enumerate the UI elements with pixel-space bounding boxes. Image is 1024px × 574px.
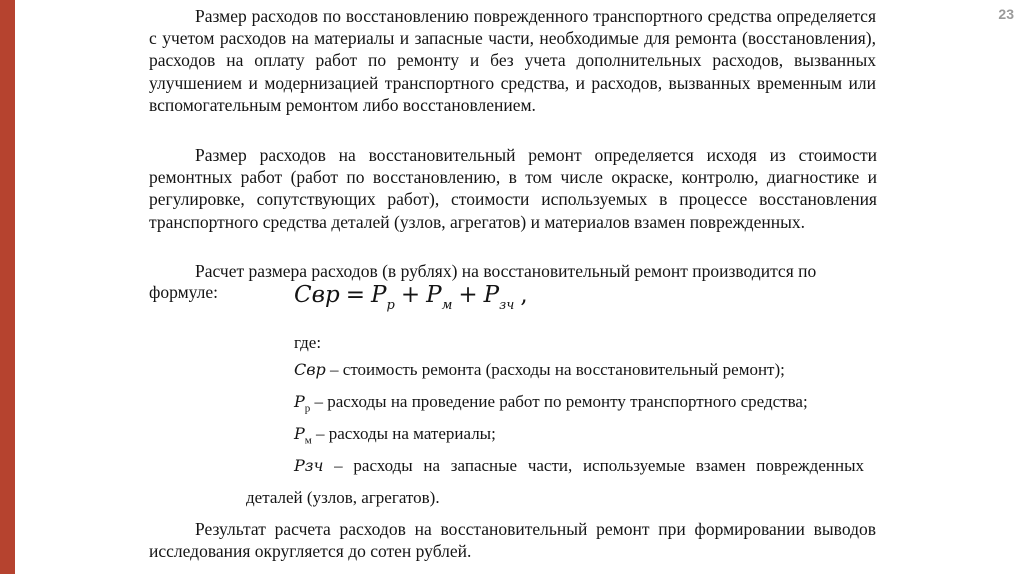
cost-formula — [294, 282, 534, 313]
paragraph-text: Размер расходов по восстановлению поврежденного транспортного средства определяется с учетом расходов на материалы и запасные части, необходимые для ремонта (восстановления), расходов на оплату работ по ремонту и без учета дополнительных расходов, вызванных улучшением и модернизацией транспортного средства, и расходов, вызванных временным или вспомогательным ремонтом либо восстановлением. — [149, 6, 876, 115]
definition-pr — [294, 392, 808, 414]
paragraph-text: Размер расходов на восстановительный ремонт определяется исходя из стоимости ремонтных работ (работ по восстановлению, в том числе окраске, контролю, диагностике и регулировке, сопутствующих работ), стоимости используемых в процессе восстановления транспортного средства деталей (узлов, агрегатов) и материалов взамен поврежденных. — [149, 145, 877, 232]
accent-bar — [0, 0, 15, 574]
formula-intro: формуле: — [149, 282, 218, 302]
definition-svr — [294, 360, 785, 380]
paragraph-repair-cost-basis — [149, 144, 877, 233]
definitions-label: где: — [294, 333, 322, 352]
definition-pzch-continuation: деталей (узлов, агрегатов). — [246, 488, 440, 507]
formula-term: P — [426, 282, 442, 308]
formula-term: P — [483, 282, 500, 308]
formula-term: P — [371, 282, 387, 308]
definition-text: – стоимость ремонта (расходы на восстановительный ремонт); — [325, 360, 785, 379]
definition-symbol: Рзч — [294, 456, 324, 475]
definition-text: – расходы на запасные части, используемые взамен поврежденных — [323, 456, 864, 475]
formula-subscript: зч — [499, 298, 515, 313]
formula-lhs: Свр — [294, 282, 340, 308]
paragraph-repair-cost-definition — [149, 5, 876, 116]
formula-plus: + — [458, 282, 478, 308]
formula-plus: + — [400, 282, 421, 308]
formula-equals: = — [345, 282, 365, 308]
formula-subscript: р — [386, 298, 395, 313]
definition-symbol: Свр — [294, 360, 326, 379]
page-number: 23 — [998, 6, 1014, 22]
definition-subscript: м — [304, 434, 312, 447]
paragraph-rounding-rule — [149, 518, 876, 562]
definition-symbol: P — [294, 424, 305, 443]
definition-pm — [294, 424, 496, 446]
definition-text: – расходы на материалы; — [311, 424, 496, 443]
paragraph-text: Расчет размера расходов (в рублях) на восстановительный ремонт производится по — [195, 261, 817, 281]
paragraph-formula-lead — [149, 260, 877, 282]
definition-subscript: р — [304, 402, 311, 415]
definition-symbol: P — [294, 392, 305, 411]
paragraph-text: Результат расчета расходов на восстановительный ремонт при формировании выводов исследования округляется до сотен рублей. — [149, 519, 876, 562]
formula-trailing-comma: , — [520, 282, 528, 308]
definition-text: – расходы на проведение работ по ремонту транспортного средства; — [310, 392, 808, 411]
formula-subscript: м — [441, 298, 453, 313]
definition-pzch — [294, 456, 864, 476]
